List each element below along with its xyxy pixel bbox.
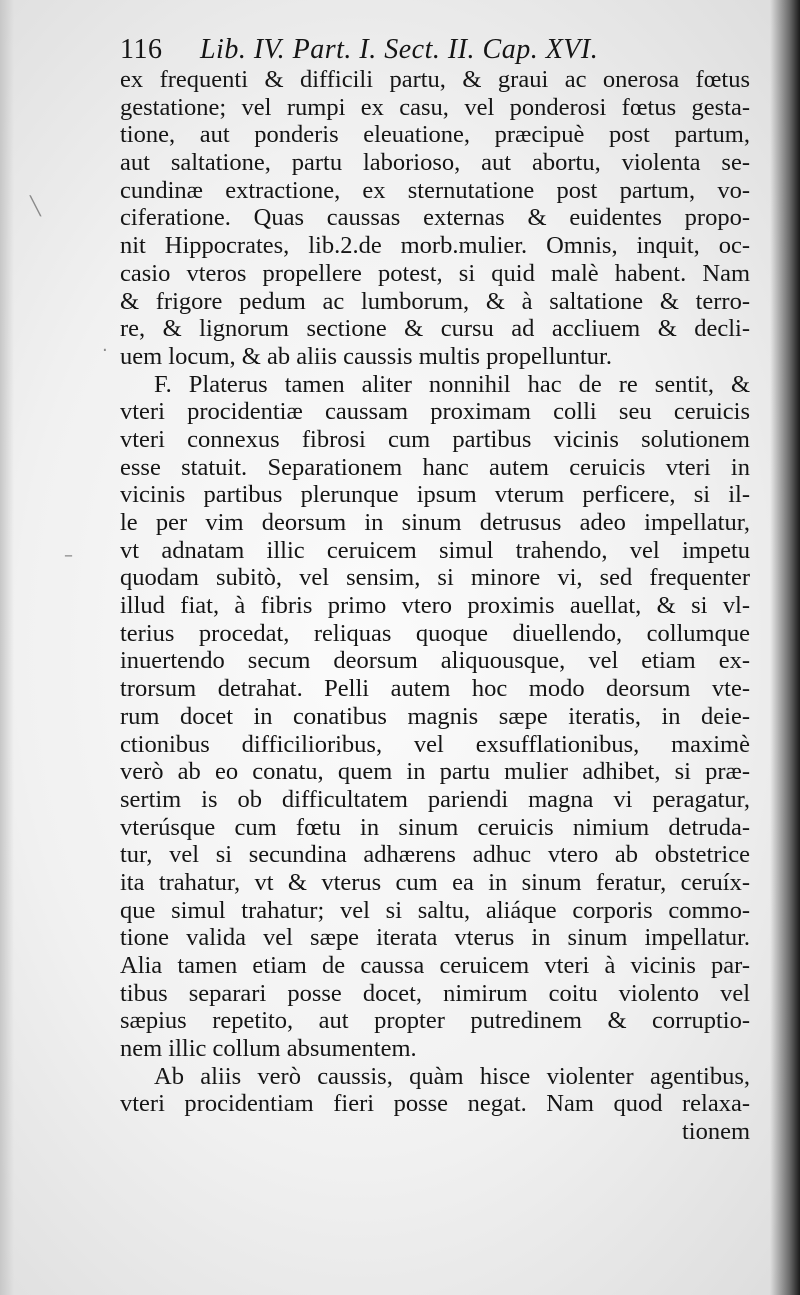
text-line: tione, aut ponderis eleuatione, præcipuè post partum, <box>120 121 750 149</box>
text-line: terius procedat, reliquas quoque diuellendo, collumque <box>120 619 750 647</box>
text-line: vterúsque cum fœtu in sinum ceruicis nimium detruda- <box>120 813 750 841</box>
text-line: trorsum detrahat. Pelli autem hoc modo deorsum vte- <box>120 675 750 703</box>
text-line: tione valida vel sæpe iterata vterus in sinum impellatur. <box>120 924 750 952</box>
text-line: ctionibus difficilioribus, vel exsufflationibus, maximè <box>120 730 750 758</box>
text-line: esse statuit. Separationem hanc autem ceruicis vteri in <box>120 453 750 481</box>
text-line: Ab aliis verò caussis, quàm hisce violenter agentibus, <box>154 1062 750 1090</box>
text-line: nem illic collum absumentem. <box>120 1035 417 1063</box>
text-line: verò ab eo conatu, quem in partu mulier adhibet, si præ- <box>120 758 750 786</box>
text-line: gestatione; vel rumpi ex casu, vel ponderosi fœtus gesta- <box>120 93 750 121</box>
text-line: ita trahatur, vt & vterus cum ea in sinum feratur, ceruíx- <box>120 868 750 896</box>
text-line: rum docet in conatibus magnis sæpe iteratis, in deie- <box>120 702 750 730</box>
margin-speck: ╲ <box>30 196 41 217</box>
text-line: inuertendo secum deorsum aliquousque, vel etiam ex- <box>120 647 750 675</box>
text-line: vt adnatam illic ceruicem simul trahendo, vel impetu <box>120 536 750 564</box>
text-line: aut saltatione, partu laborioso, aut abortu, violenta se- <box>120 149 750 177</box>
text-line: que simul trahatur; vel si saltu, aliáque corporis commo- <box>120 896 750 924</box>
text-line: cundinæ extractione, ex sternutatione post partum, vo- <box>120 176 750 204</box>
text-line: nit Hippocrates, lib.2.de morb.mulier. Omnis, inquit, oc- <box>120 232 750 260</box>
text-line: tur, vel si secundina adhærens adhuc vtero ab obstetrice <box>120 841 750 869</box>
text-line: illud fiat, à fibris primo vtero proximis auellat, & si vl- <box>120 592 750 620</box>
text-line: uem locum, & ab aliis caussis multis propelluntur. <box>120 342 612 370</box>
margin-speck: · <box>102 340 108 361</box>
text-line: ciferatione. Quas caussas externas & euidentes propo- <box>120 204 750 232</box>
text-line: re, & lignorum sectione & cursu ad accliuem & decli- <box>120 315 750 343</box>
text-line: vteri procidentiæ caussam proximam colli seu ceruicis <box>120 398 750 426</box>
running-title: Lib. IV. Part. I. Sect. II. Cap. XVI. <box>199 34 599 65</box>
text-line: sertim is ob difficultatem pariendi magna vi peragatur, <box>120 785 750 813</box>
text-line: ex frequenti & difficili partu, & graui ac onerosa fœtus <box>120 66 750 93</box>
margin-speck: – <box>64 545 73 566</box>
text-line: vteri connexus fibrosi cum partibus vicinis solutionem <box>120 425 750 453</box>
text-line: vicinis partibus plerunque ipsum vterum perficere, si il- <box>120 481 750 509</box>
text-line: casio vteros propellere potest, si quid malè habent. Nam <box>120 259 750 287</box>
catchword: tionem <box>681 1118 750 1146</box>
text-line: sæpius repetito, aut propter putredinem & corruptio- <box>120 1007 750 1035</box>
body-text <box>120 66 750 1146</box>
running-header <box>120 34 720 68</box>
text-line: F. Platerus tamen aliter nonnihil hac de re sentit, & <box>154 370 750 398</box>
text-line: & frigore pedum ac lumborum, & à saltatione & terro- <box>120 287 750 315</box>
text-line: vteri procidentiam fieri posse negat. Nam quod relaxa- <box>120 1090 750 1118</box>
text-line: le per vim deorsum in sinum detrusus adeo impellatur, <box>120 509 750 536</box>
page-number: 116 <box>120 34 163 65</box>
text-line: quodam subitò, vel sensim, si minore vi, sed frequenter <box>120 564 750 592</box>
text-line: Alia tamen etiam de caussa ceruicem vteri à vicinis par- <box>120 952 750 979</box>
text-line: tibus separari posse docet, nimirum coitu violento vel <box>120 979 750 1007</box>
